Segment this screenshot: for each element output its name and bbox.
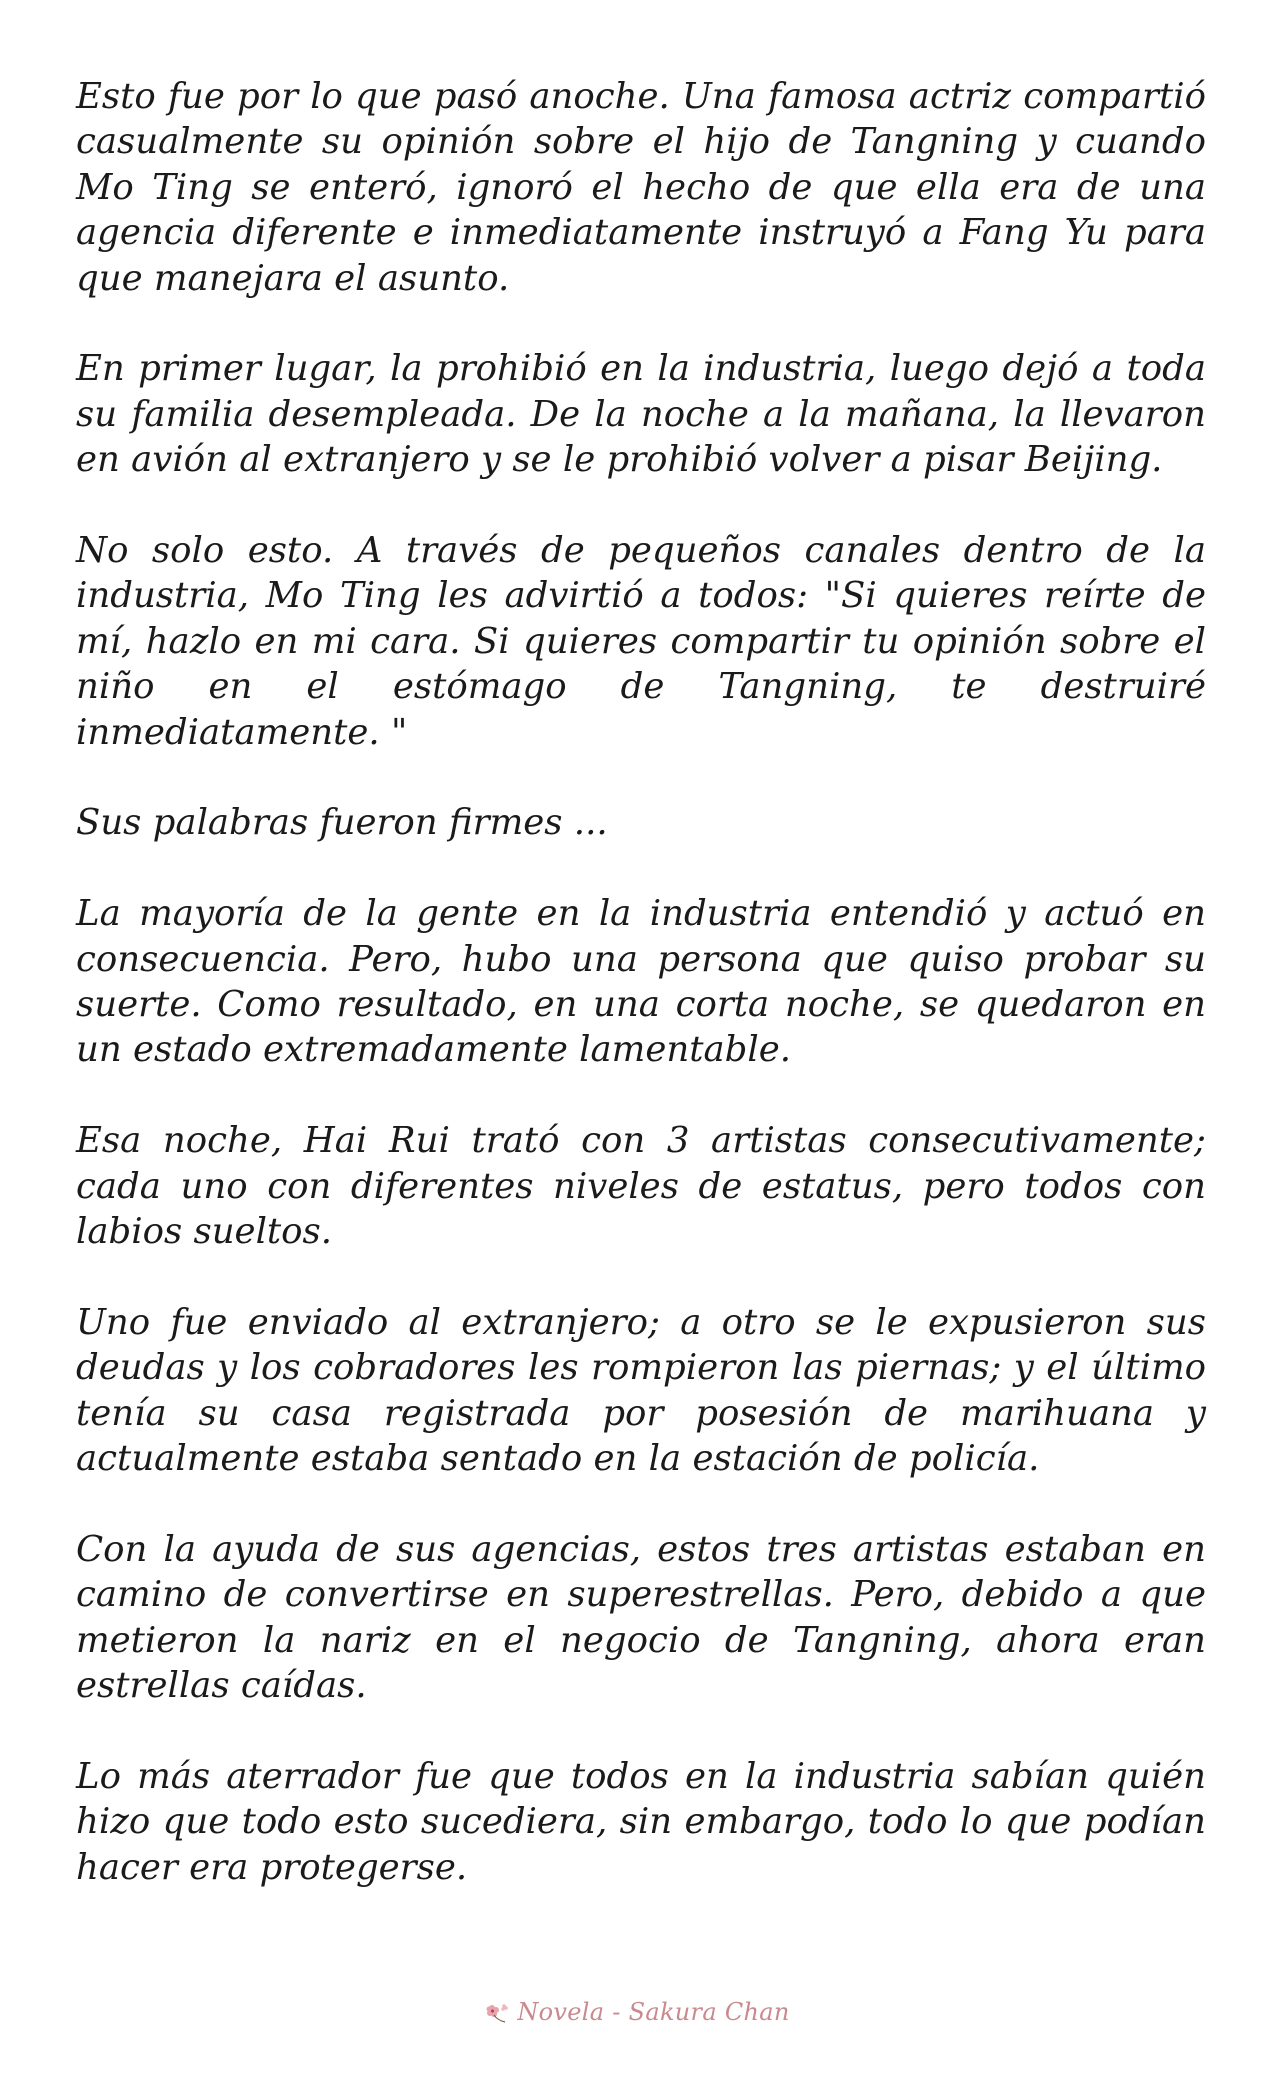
paragraph-4: Sus palabras fueron firmes ... — [76, 802, 608, 844]
chapter-text — [76, 74, 1206, 1890]
paragraph-6: Esa noche, Hai Rui trató con 3 artistas consecutivamente; cada uno con diferentes niveles de estatus, pero todos con labios sueltos. — [76, 1120, 1206, 1253]
watermark-text: Novela - Sakura Chan — [517, 1998, 790, 2026]
watermark — [0, 1998, 1275, 2030]
paragraph-9: Lo más aterrador fue que todos en la industria sabían quién hizo que todo esto sucediera, sin embargo, todo lo que podían hacer era protegerse. — [76, 1755, 1206, 1888]
paragraph-5: La mayoría de la gente en la industria entendió y actuó en consecuencia. Pero, hubo una persona que quiso probar su suerte. Como resultado, en una corta noche, se quedaron en un estado extremadamente lamentable. — [76, 893, 1206, 1071]
paragraph-7: Uno fue enviado al extranjero; a otro se le expusieron sus deudas y los cobradores les rompieron las piernas; y el último tenía su casa registrada por posesión de marihuana y actualmente estaba sentado en la estación de policía. — [76, 1301, 1206, 1480]
paragraph-8: Con la ayuda de sus agencias, estos tres artistas estaban en camino de convertirse en superestrellas. Pero, debido a que metieron la nariz en el negocio de Tangning, ahora eran estrellas caídas. — [76, 1528, 1206, 1707]
paragraph-2: En primer lugar, la prohibió en la industria, luego dejó a toda su familia desempleada. De la noche a la mañana, la llevaron en avión al extranjero y se le prohibió volver a pisar Beijing. — [76, 348, 1206, 481]
paragraph-3: No solo esto. A través de pequeños canales dentro de la industria, Mo Ting les advirtió a todos: "Si quieres reírte de mí, hazlo en mi cara. Si quieres compartir tu opinión sobre el niño en el estómago de Tangning, te destruiré inmediatamente. " — [76, 530, 1206, 753]
cherry-blossom-icon — [485, 2002, 511, 2030]
paragraph-1: Esto fue por lo que pasó anoche. Una famosa actriz compartió casualmente su opinión sobre el hijo de Tangning y cuando Mo Ting se enteró, ignoró el hecho de que ella era de una agencia diferente e inmediatamente instruyó a Fang Yu para que manejara el asunto. — [76, 76, 1206, 299]
